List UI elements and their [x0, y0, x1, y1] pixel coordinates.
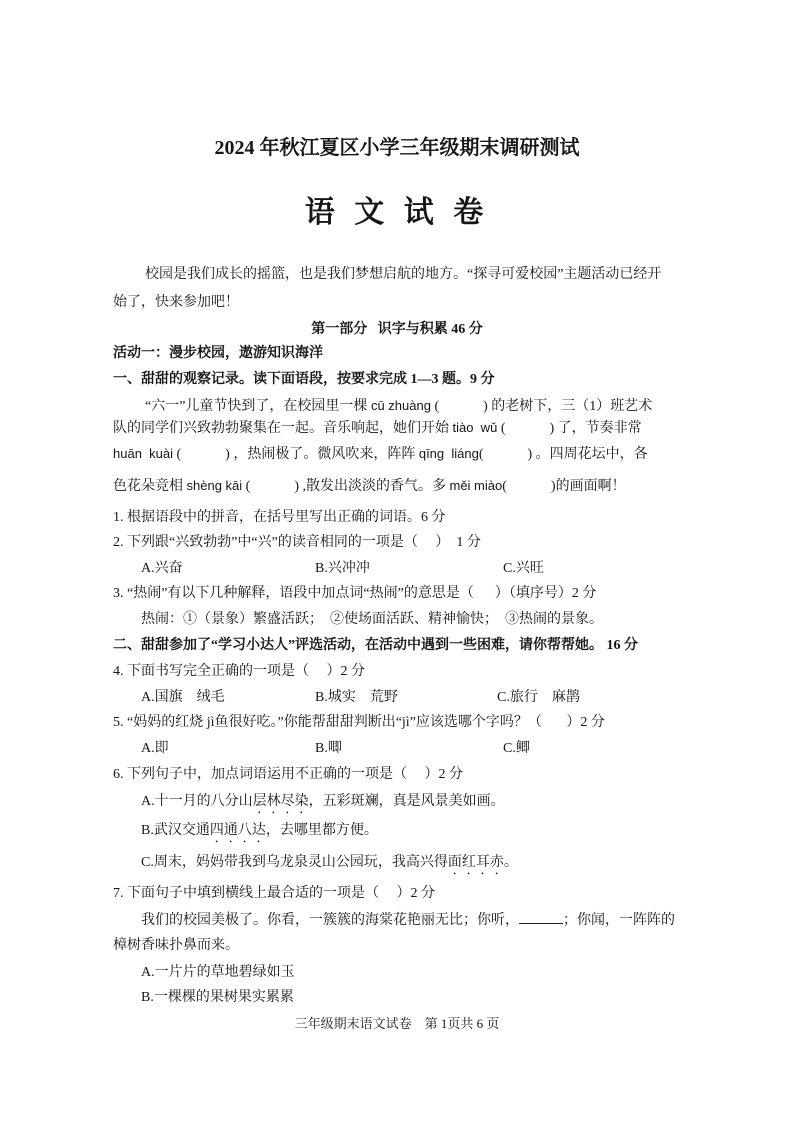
- passage-text: “六一”儿童节快到了，在校园里一棵: [145, 399, 371, 414]
- option-text: ，五彩斑斓，真是风景美如画。: [308, 794, 505, 809]
- option-text: B.武汉交通: [141, 823, 210, 838]
- q7-option-b: B.一棵棵的果树果实累累: [141, 990, 294, 1005]
- passage-text: )的画面啊！: [550, 479, 626, 494]
- q5-option-b: B.唧: [315, 741, 342, 756]
- passage-line: [113, 444, 688, 464]
- passage-line: [113, 476, 688, 496]
- q5-option-c: C.鲫: [503, 741, 530, 756]
- q7-sentence-line: [141, 910, 688, 930]
- passage-text: (: [242, 479, 251, 494]
- passage-text: ) ,散发出淡淡的香气。多: [294, 479, 450, 494]
- sentence-text: 我们的校园美极了。你看，一簇簇的海棠花艳丽无比；你听，: [141, 913, 519, 928]
- option-text: 。: [503, 855, 518, 870]
- dotted-phrase: 面红耳赤: [447, 855, 504, 870]
- question-1: 1. 根据语段中的拼音，在括号里写出正确的词语。6 分: [113, 510, 446, 525]
- pinyin: shèng kāi: [186, 478, 243, 493]
- section-heading: 一、甜甜的观察记录。读下面语段，按要求完成 1—3 题。9 分: [113, 372, 495, 387]
- exam-title: 2024 年秋江夏区小学三年级期末调研测试: [214, 137, 580, 159]
- q6-option-c: [141, 853, 688, 881]
- passage-text: (: [430, 399, 440, 414]
- passage-text: (: [497, 421, 506, 436]
- pinyin: cū zhuàng: [370, 398, 431, 413]
- activity-heading: 活动一：漫步校园，遨游知识海洋: [113, 346, 323, 361]
- dotted-phrase: 四通八达: [209, 823, 266, 838]
- q2-option-b: B.兴冲冲: [315, 561, 370, 576]
- option-text: ，去哪里都方便。: [265, 823, 378, 838]
- question-4: 4. 下面书写完全正确的一项是（ ）2 分: [113, 664, 365, 679]
- q2-option-c: C.兴旺: [503, 561, 544, 576]
- sentence-text: ；你闻，一阵阵的: [563, 913, 675, 928]
- passage-text: ) 的老树下，三（1）班艺术: [483, 399, 653, 414]
- q3-definition: 热闹：①（景象）繁盛活跃； ②使场面活跃、精神愉快； ③热闹的景象。: [141, 612, 603, 627]
- section-heading: 二、甜甜参加了“学习小达人”评选活动，在活动中遇到一些困难，请你帮帮她。 16 分: [113, 638, 638, 653]
- passage-text: 色花朵竞相: [113, 479, 187, 494]
- passage-text: ) 了，节奏非常: [549, 421, 642, 436]
- pinyin: huān kuài: [113, 446, 173, 461]
- page-footer: 三年级期末语文试卷 第 1页共 6 页: [294, 1016, 500, 1031]
- passage-text: (: [478, 447, 484, 462]
- q7-option-a: A.一片片的草地碧绿如玉: [141, 965, 295, 980]
- passage-text: (: [173, 447, 182, 462]
- q6-option-a: [141, 792, 688, 820]
- option-text: C.周末，妈妈带我到乌龙泉灵山公园玩，我高兴得: [141, 855, 448, 870]
- part-heading: 第一部分 识字与积累 46 分: [311, 322, 483, 337]
- intro-line: 校园是我们成长的摇篮，也是我们梦想启航的地方。“探寻可爱校园”主题活动已经开: [145, 267, 662, 282]
- passage-line: [113, 418, 688, 438]
- q4-option-b: B.城实 荒野: [315, 690, 398, 705]
- q2-option-a: A.兴奋: [141, 561, 183, 576]
- exam-subtitle: 语 文 试 卷: [304, 196, 490, 229]
- question-3: 3. “热闹”有以下几种解释，语段中加点词“热闹”的意思是（ ）（填序号）2 分: [113, 586, 597, 601]
- passage-text: 队的同学们兴致勃勃聚集在一起。音乐响起，她们开始: [113, 421, 453, 436]
- passage-text: (: [502, 479, 507, 494]
- pinyin: qīng liáng: [418, 446, 479, 461]
- passage-text: ) 。四周花坛中，各: [527, 447, 648, 462]
- q7-sentence-line: 樟树香味扑鼻而来。: [113, 938, 239, 953]
- pinyin: tiào wǔ: [452, 420, 498, 435]
- passage-text: ) ，热闹极了。微风吹来，阵阵: [225, 447, 419, 462]
- question-7: 7. 下面句子中填到横线上最合适的一项是（ ）2 分: [113, 886, 435, 901]
- passage-line: [145, 396, 688, 416]
- pinyin: měi miào: [449, 478, 503, 493]
- q4-option-a: A.国旗 绒毛: [141, 690, 225, 705]
- fill-in-underline: [519, 910, 563, 924]
- intro-line: 始了，快来参加吧！: [113, 295, 239, 310]
- dotted-phrase: 层林尽染: [252, 794, 309, 809]
- option-text: A.十一月的八分山: [141, 794, 253, 809]
- q6-option-b: [141, 821, 688, 849]
- question-2: 2. 下列跟“兴致勃勃”中“兴”的读音相同的一项是（ ） 1 分: [113, 535, 481, 550]
- q5-option-a: A.即: [141, 741, 169, 756]
- q4-option-c: C.旅行 麻鹊: [497, 690, 580, 705]
- question-6: 6. 下列句子中，加点词语运用不正确的一项是（ ）2 分: [113, 767, 463, 782]
- question-5: 5. “妈妈的红烧 jì鱼很好吃。”你能帮甜甜判断出“jì”应该选哪个字吗？（ ）2 分: [113, 715, 605, 730]
